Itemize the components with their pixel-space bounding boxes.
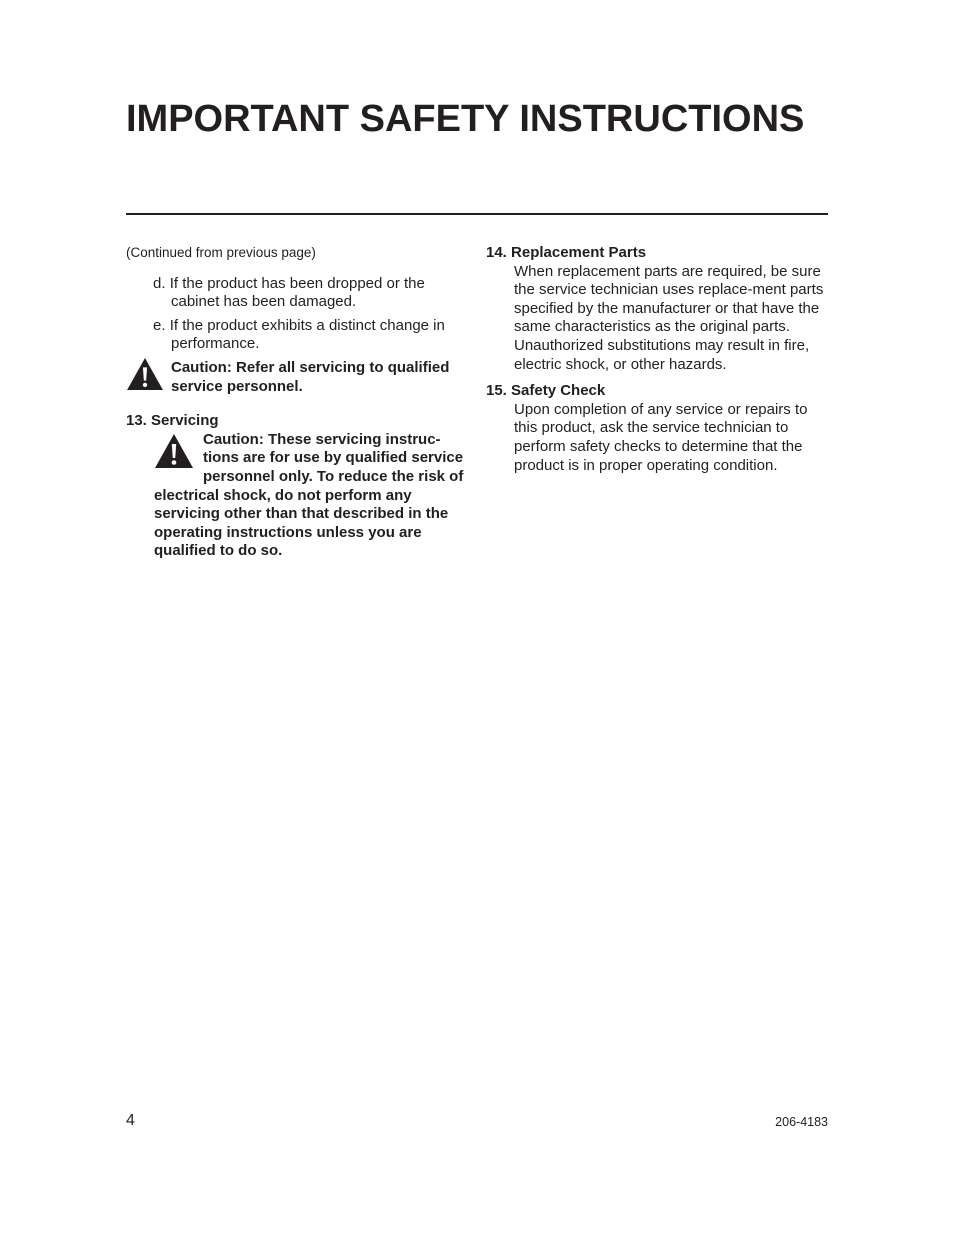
- list-item: [486, 244, 828, 374]
- list-marker: e.: [153, 316, 166, 334]
- left-column: [126, 244, 471, 561]
- list-item-text: If the product exhibits a distinct change in performance.: [169, 316, 445, 353]
- section-body: When replacement parts are required, be sure the service technician uses replace-ment parts specified by the manufacturer or that have the same characteristics as the original parts. Unauthorized substitutions may result in fire, electric shock, or other hazards.: [514, 262, 824, 373]
- servicing-caution-text: Caution: These servicing instruc-tions are for use by qualified service personnel only. To reduce the risk of electrical shock, do not perform any servicing other than that described in the operating instructions unless you are qualified to do so.: [154, 430, 464, 560]
- section-heading-servicing: 13. Servicing: [126, 412, 219, 430]
- page-title: IMPORTANT SAFETY INSTRUCTIONS: [126, 98, 805, 140]
- document-number: 206-4183: [775, 1115, 828, 1129]
- servicing-caution: [154, 431, 471, 561]
- title-divider: [126, 213, 828, 215]
- list-item: [153, 317, 471, 354]
- list-item-text: If the product has been dropped or the cabinet has been damaged.: [169, 274, 425, 311]
- warning-triangle-icon: [154, 433, 194, 469]
- caution-block: [126, 359, 471, 396]
- list-item: [486, 382, 828, 475]
- list-marker: d.: [153, 274, 166, 292]
- continued-note: (Continued from previous page): [126, 245, 316, 260]
- list-item: [153, 275, 471, 312]
- right-column: [486, 244, 828, 483]
- caution-text: Caution: Refer all servicing to qualified service personnel.: [171, 358, 450, 395]
- section-body: Upon completion of any service or repairs to this product, ask the service technician to perform safety checks to determine that the product is in proper operating condition.: [514, 400, 808, 474]
- section-heading-replacement-parts: 14. Replacement Parts: [486, 244, 647, 261]
- warning-triangle-icon: [126, 357, 164, 391]
- page-number: 4: [126, 1112, 135, 1129]
- section-heading-safety-check: 15. Safety Check: [486, 382, 606, 400]
